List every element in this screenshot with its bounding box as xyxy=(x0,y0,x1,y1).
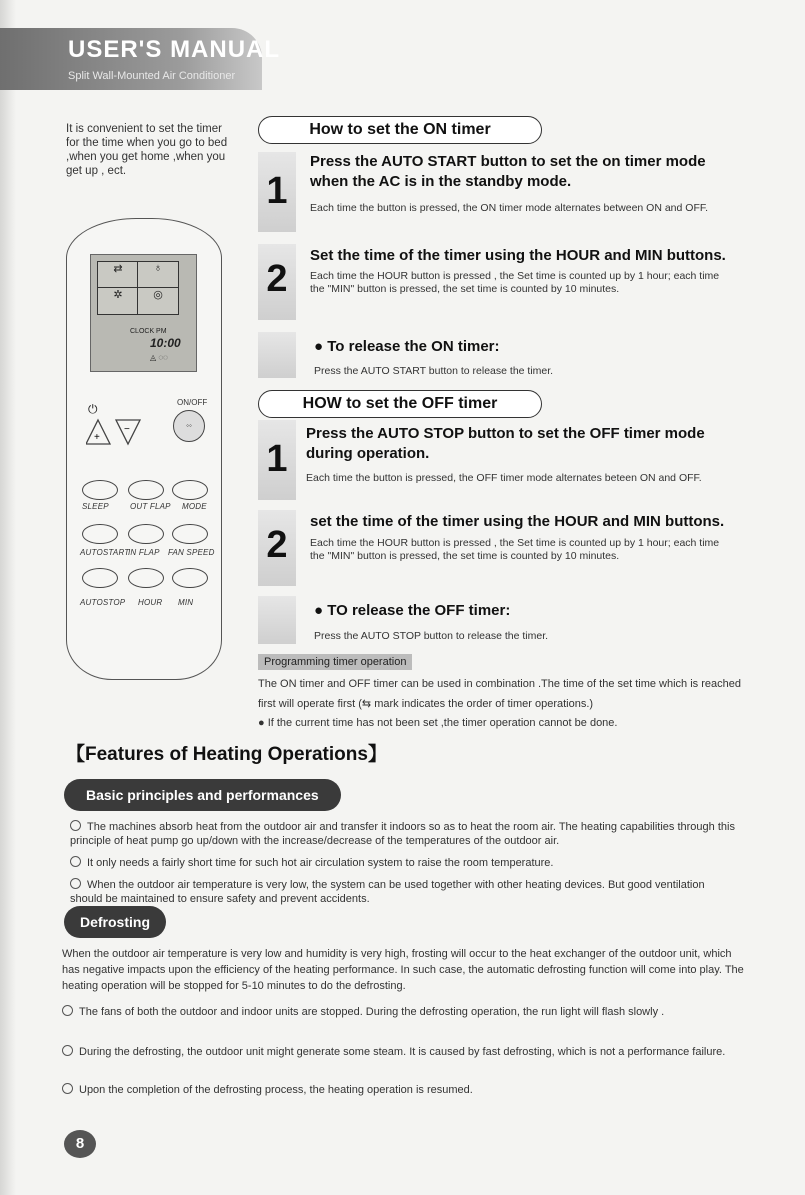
basic-item-2: It only needs a fairly short time for such hot air circulation system to raise the room temperature. xyxy=(70,856,740,870)
in-flap-label: IN FLAP xyxy=(128,548,160,557)
on-timer-title: How to set the ON timer xyxy=(309,121,491,138)
hour-button[interactable] xyxy=(128,568,164,588)
on-release-box xyxy=(258,332,296,378)
autostop-button[interactable] xyxy=(82,568,118,588)
svg-text:+: + xyxy=(94,432,100,443)
autostart-label: AUTOSTART xyxy=(80,548,130,557)
basic-item-3: When the outdoor air temperature is very low, the system can be used together with other heating devices. But good ventilation should be maintained to ensure safety and prevent accidents. xyxy=(70,879,705,905)
defrosting-label: Defrosting xyxy=(64,906,166,938)
order-arrows-icon: ⇆ xyxy=(361,698,372,710)
basic-principles-label: Basic principles and performances xyxy=(64,779,341,811)
off-release-text: Press the AUTO STOP button to release the timer. xyxy=(314,630,549,642)
manual-title: USER'S MANUAL xyxy=(68,36,281,63)
off-step2-number-box xyxy=(258,510,296,586)
on-step2-heading: Set the time of the timer using the HOUR and MIN buttons. xyxy=(310,247,726,264)
off-release-heading: ● TO release the OFF timer: xyxy=(314,602,511,619)
sleep-label: SLEEP xyxy=(82,502,109,511)
off-step1-heading: Press the AUTO STOP button to set the OFF timer mode during operation. xyxy=(306,425,705,462)
programming-note: ● If the current time has not been set ,the timer operation cannot be done. xyxy=(258,717,618,729)
autostart-button[interactable] xyxy=(82,524,118,544)
manual-subtitle: Split Wall-Mounted Air Conditioner xyxy=(68,70,236,82)
features-title: 【Features of Heating Operations】 xyxy=(66,744,387,765)
on-step2-text: Each time the HOUR button is pressed , the Set time is counted up by 1 hour; each time the "MIN" button is pressed, the set time is counted by 10 minutes. xyxy=(310,270,720,295)
basic-item-1: The machines absorb heat from the outdoor air and transfer it indoors so as to heat the room air. The heating capabilities through this principle of heat pump go up/down with the increase/decrease of the temperatures of the outdoor air. xyxy=(70,821,735,847)
fan-speed-button[interactable] xyxy=(172,524,208,544)
off-step1-number-box xyxy=(258,420,296,500)
temp-up-down-buttons[interactable] xyxy=(86,418,150,446)
remote-lcd xyxy=(90,254,197,372)
out-flap-label: OUT FLAP xyxy=(130,502,171,511)
onoff-button[interactable]: ◦◦ xyxy=(173,410,205,442)
off-step2-heading: set the time of the timer using the HOUR and MIN buttons. xyxy=(310,513,725,530)
power-symbol-icon: ⏻ xyxy=(88,402,98,416)
off-step2-text: Each time the HOUR button is pressed , the Set time is counted up by 1 hour; each time the "MIN" button is pressed, the set time is counted by 10 minutes. xyxy=(310,537,720,562)
defrost-item-3: Upon the completion of the defrosting process, the heating operation is resumed. xyxy=(62,1083,752,1097)
lcd-time: 10:00 xyxy=(150,336,181,350)
programming-label: Programming timer operation xyxy=(258,654,412,670)
on-step2-number-box xyxy=(258,244,296,320)
fan-speed-label: FAN SPEED xyxy=(168,548,215,557)
sleep-button[interactable] xyxy=(82,480,118,500)
svg-text:−: − xyxy=(124,424,130,435)
off-timer-title: HOW to set the OFF timer xyxy=(302,395,498,412)
out-flap-button[interactable] xyxy=(128,480,164,500)
defrost-intro: When the outdoor air temperature is very low and humidity is very high, frosting will occur to the heat exchanger of the outdoor unit, which has negative impacts upon the efficiency of the heating performance. In such case, the automatic defrosting function will come into play. The heating operation will be stopped for 5-10 minutes to do the defrosting. xyxy=(62,948,744,992)
on-release-text: Press the AUTO START button to release the timer. xyxy=(314,365,554,377)
thermometer-icon: ♁ xyxy=(137,261,179,289)
autostop-label: AUTOSTOP xyxy=(80,598,126,607)
fan-icon: ✲ xyxy=(97,287,139,315)
in-flap-button[interactable] xyxy=(128,524,164,544)
off-step1-text: Each time the button is pressed, the OFF timer mode alternates beteen ON and OFF. xyxy=(306,472,702,484)
on-timer-banner xyxy=(258,116,542,144)
defrost-item-2: During the defrosting, the outdoor unit might generate some steam. It is caused by fast defrosting, which is not a performance failure. xyxy=(62,1043,752,1061)
onoff-label: ON/OFF xyxy=(177,398,208,407)
lcd-indicator-icons: ◬ ◌◌ xyxy=(150,353,168,362)
mode-auto-icon: ⇄ xyxy=(97,261,139,289)
on-step1-number: 1 xyxy=(266,170,288,212)
on-step1-number-box xyxy=(258,152,296,232)
page-number: 8 xyxy=(64,1130,96,1158)
min-button[interactable] xyxy=(172,568,208,588)
hour-label: HOUR xyxy=(138,598,163,607)
on-step2-number: 2 xyxy=(266,258,288,300)
min-label: MIN xyxy=(178,598,194,607)
lcd-clock-label: CLOCK PM xyxy=(130,328,167,335)
off-timer-banner xyxy=(258,390,542,418)
off-release-box xyxy=(258,596,296,644)
off-step2-number: 2 xyxy=(266,524,288,566)
off-step1-number: 1 xyxy=(266,438,288,480)
mode-label: MODE xyxy=(182,502,207,511)
defrost-item-1: The fans of both the outdoor and indoor units are stopped. During the defrosting operation, the run light will flash slowly . xyxy=(62,1003,752,1021)
page-edge-shadow xyxy=(0,0,16,1195)
on-step1-heading: Press the AUTO START button to set the on timer mode when the AC is in the standby mode. xyxy=(310,153,706,190)
on-step1-text: Each time the button is pressed, the ON timer mode alternates between ON and OFF. xyxy=(310,202,709,214)
mode-button[interactable] xyxy=(172,480,208,500)
programming-text: The ON timer and OFF timer can be used in combination .The time of the set time which is reached first will operate first (⇆ mark indicates the order of timer operations.) xyxy=(258,678,741,710)
side-note: It is convenient to set the timer for the time when you go to bed ,when you get home ,when you get up , ect. xyxy=(66,123,228,177)
on-release-heading: ● To release the ON timer: xyxy=(314,338,500,355)
sensor-icon: ◎ xyxy=(137,287,179,315)
